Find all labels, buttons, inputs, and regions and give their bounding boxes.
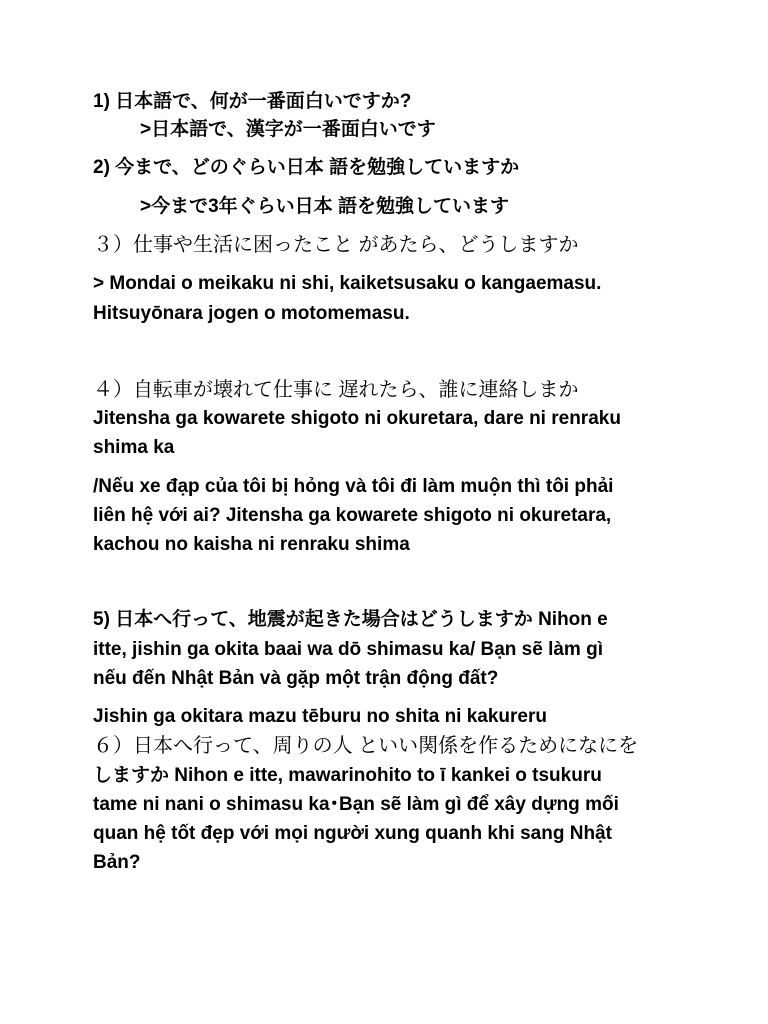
question-6-line-4: quan hệ tốt đẹp với mọi người xung quanh khi sang Nhật [93, 823, 612, 844]
question-4: ４）自転車が壊れて仕事に 遅れたら、誰に連絡しまか [93, 379, 579, 401]
answer-2: >今まで3年ぐらい日本 語を勉強しています [140, 196, 509, 217]
question-6-line-5: Bản? [93, 852, 141, 873]
answer-4-line-3: kachou no kaisha ni renraku shima [93, 534, 410, 555]
question-6-line-1: ６）日本へ行って、周りの人 といい関係を作るためになにを [93, 735, 639, 757]
question-4-romaji-line-1: Jitensha ga kowarete shigoto ni okuretara, dare ni renraku [93, 408, 621, 429]
question-2: 2) 今まで、どのぐらい日本 語を勉強していますか [93, 157, 520, 178]
question-4-romaji-line-2: shima ka [93, 437, 175, 458]
question-5-line-3: nếu đến Nhật Bản và gặp một trận động đất? [93, 668, 499, 689]
answer-4-line-2: liên hệ với ai? Jitensha ga kowarete shigoto ni okuretara, [93, 505, 612, 526]
answer-3-line-1: > Mondai o meikaku ni shi, kaiketsusaku o kangaemasu. [93, 273, 602, 294]
answer-5: Jishin ga okitara mazu tēburu no shita ni kakureru [93, 706, 547, 727]
answer-4-line-1: /Nếu xe đạp của tôi bị hỏng và tôi đi làm muộn thì tôi phải [93, 476, 614, 497]
question-3: ３）仕事や生活に困ったこと があたら、どうしますか [93, 234, 579, 256]
question-5-line-1: 5) 日本へ行って、地震が起きた場合はどうしますか Nihon e [93, 609, 608, 630]
question-6-line-2: しますか Nihon e itte, mawarinohito to ī kankei o tsukuru [93, 765, 602, 786]
answer-1: >日本語で、漢字が一番面白いです [140, 119, 436, 140]
question-1: 1) 日本語で、何が一番面白いですか? [93, 91, 412, 112]
question-5-line-2: itte, jishin ga okita baai wa dō shimasu ka/ Bạn sẽ làm gì [93, 639, 603, 660]
answer-3-line-2: Hitsuyōnara jogen o motomemasu. [93, 303, 410, 324]
question-6-line-3: tame ni nani o shimasu ka･Bạn sẽ làm gì để xây dựng mối [93, 794, 619, 815]
